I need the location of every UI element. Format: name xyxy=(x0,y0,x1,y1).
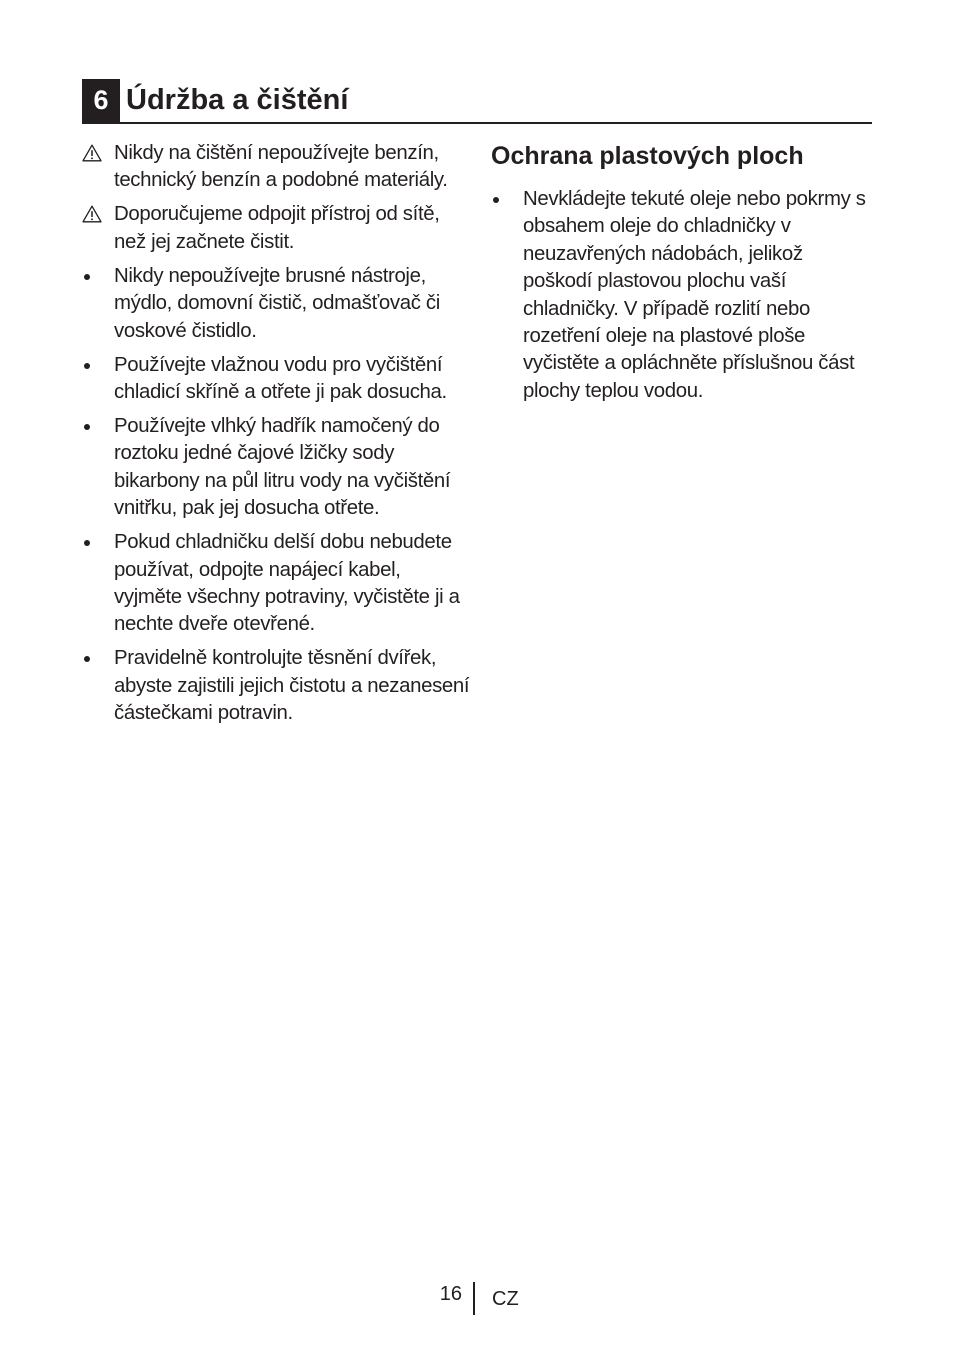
warning-icon xyxy=(82,201,106,228)
list-item xyxy=(491,186,875,405)
maintenance-list xyxy=(82,140,470,728)
list-item xyxy=(82,140,470,195)
bullet-icon xyxy=(82,645,106,672)
list-item-text: Používejte vlažnou vodu pro vyčištění chladicí skříně a otřete ji pak dosucha. xyxy=(114,353,447,404)
list-item-text: Doporučujeme odpojit přístroj od sítě, než jej začnete čistit. xyxy=(114,203,440,253)
bullet-icon xyxy=(491,186,515,213)
bullet-icon xyxy=(82,263,106,290)
section-title: Údržba a čištění xyxy=(126,84,349,116)
list-item-text: Nevkládejte tekuté oleje nebo pokrmy s obsahem oleje do chladničky v neuzavřených nádobách, jelikož poškodí plastovou plochu vaší chladničky. V případě rozlití nebo rozetření oleje na plastové ploše vyčistěte a opláchněte příslušnou část plochy teplou vodou. xyxy=(523,188,866,402)
bullet-icon xyxy=(82,529,106,556)
page-footer xyxy=(0,1278,954,1318)
list-item xyxy=(82,529,470,639)
footer-divider xyxy=(473,1282,475,1315)
page-number: 16 xyxy=(439,1283,462,1305)
list-item-text: Nikdy nepoužívejte brusné nástroje, mýdlo, domovní čistič, odmašťovač či voskové čistidlo. xyxy=(114,264,440,342)
list-item-text: Pravidelně kontrolujte těsnění dvířek, abyste zajistili jejich čistotu a nezanesení částečkami potravin. xyxy=(114,647,470,725)
list-item xyxy=(82,201,470,256)
list-item xyxy=(82,645,470,727)
list-item-text: Pokud chladničku delší dobu nebudete používat, odpojte napájecí kabel, vyjměte všechny potraviny, vyčistěte ji a nechte dveře otevřené. xyxy=(114,531,460,636)
warning-icon xyxy=(82,140,106,167)
plastic-care-list xyxy=(491,186,875,405)
bullet-icon xyxy=(82,352,106,379)
language-code: CZ xyxy=(492,1288,519,1310)
list-item xyxy=(82,352,470,407)
left-column xyxy=(82,140,470,734)
section-number: 6 xyxy=(82,79,120,122)
list-item-text: Používejte vlhký hadřík namočený do roztoku jedné čajové lžičky sody bikarbony na půl litru vody na vyčištění vnitřku, pak jej dosucha otřete. xyxy=(114,415,451,520)
section-header xyxy=(82,78,872,124)
bullet-icon xyxy=(82,413,106,440)
subheading: Ochrana plastových ploch xyxy=(491,142,804,170)
list-item xyxy=(82,413,470,523)
right-column xyxy=(491,140,875,412)
list-item-text: Nikdy na čištění nepoužívejte benzín, technický benzín a podobné materiály. xyxy=(114,142,448,192)
list-item xyxy=(82,263,470,345)
